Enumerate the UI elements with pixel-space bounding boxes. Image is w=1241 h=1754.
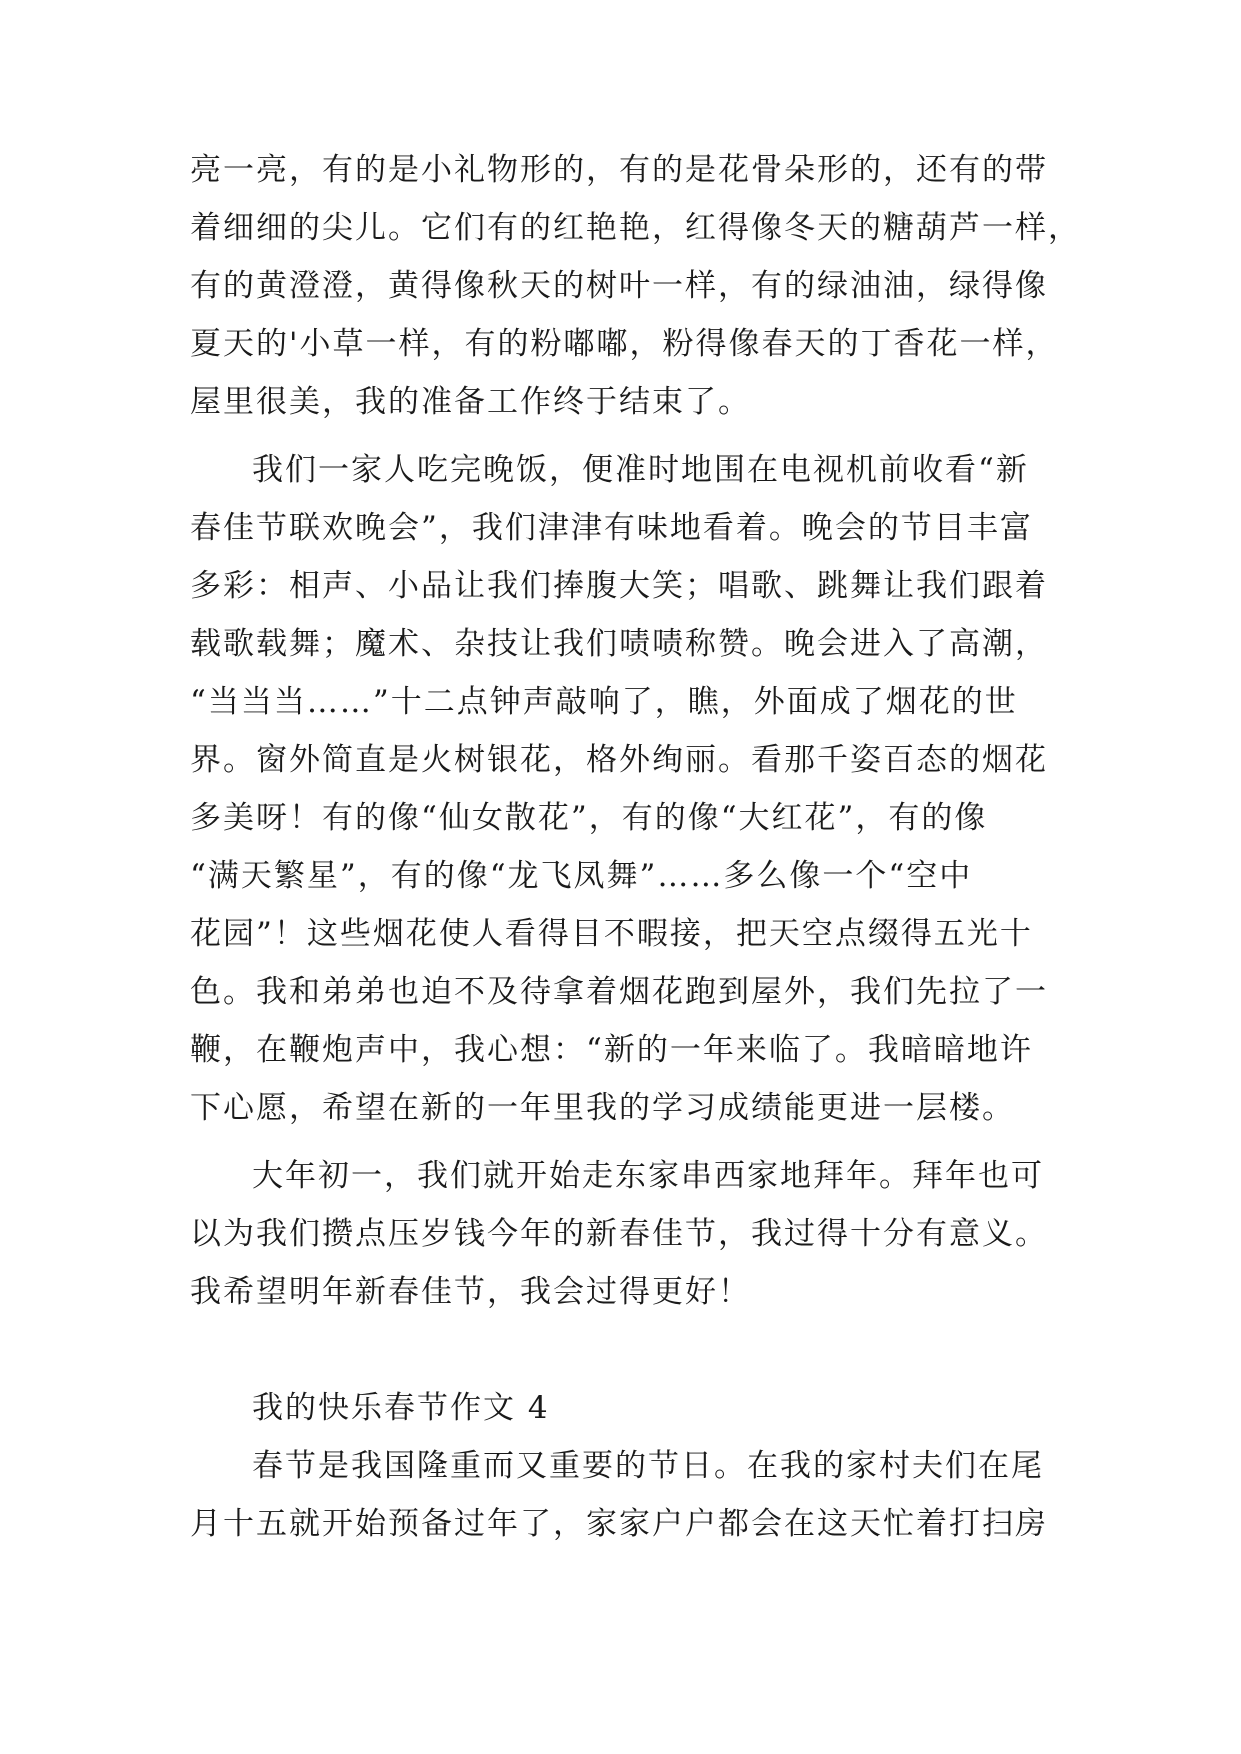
paragraph-line: 夏天的'小草一样，有的粉嘟嘟，粉得像春天的丁香花一样， (190, 326, 1059, 362)
paragraph-line: 屋里很美，我的准备工作终于结束了。 (190, 384, 751, 420)
paragraph-line: 春节是我国隆重而又重要的节日。在我的家村夫们在尾 (252, 1448, 1044, 1484)
paragraph-line: 月十五就开始预备过年了，家家户户都会在这天忙着打扫房 (190, 1506, 1048, 1542)
paragraph-line: 载歌载舞；魔术、杂技让我们啧啧称赞。晚会进入了高潮， (190, 626, 1048, 662)
paragraph-line: 有的黄澄澄，黄得像秋天的树叶一样，有的绿油油，绿得像 (190, 268, 1048, 304)
paragraph-line: 花园”！这些烟花使人看得目不暇接，把天空点缀得五光十 (190, 916, 1033, 952)
paragraph-line: “满天繁星”，有的像“龙飞凤舞”……多么像一个“空中 (190, 858, 973, 894)
paragraph-line: 春佳节联欢晚会”，我们津津有味地看着。晚会的节目丰富 (190, 510, 1033, 546)
paragraph-line: 着细细的尖儿。它们有的红艳艳，红得像冬天的糖葫芦一样， (190, 210, 1081, 246)
paragraph-line: 下心愿，希望在新的一年里我的学习成绩能更进一层楼。 (190, 1090, 1015, 1126)
paragraph-line: 我们一家人吃完晚饭，便准时地围在电视机前收看“新 (252, 452, 1029, 488)
paragraph-line: 鞭，在鞭炮声中，我心想：“新的一年来临了。我暗暗地许 (190, 1032, 1033, 1068)
paragraph-line: 我希望明年新春佳节，我会过得更好！ (190, 1274, 751, 1310)
paragraph-line: “当当当……”十二点钟声敲响了，瞧，外面成了烟花的世 (190, 684, 1018, 720)
paragraph-line: 界。窗外简直是火树银花，格外绚丽。看那千姿百态的烟花 (190, 742, 1048, 778)
paragraph-line: 以为我们攒点压岁钱今年的新春佳节，我过得十分有意义。 (190, 1216, 1048, 1252)
paragraph-line: 多美呀！有的像“仙女散花”，有的像“大红花”，有的像 (190, 800, 988, 836)
paragraph-line: 亮一亮，有的是小礼物形的，有的是花骨朵形的，还有的带 (190, 152, 1048, 188)
paragraph-line: 大年初一，我们就开始走东家串西家地拜年。拜年也可 (252, 1158, 1044, 1194)
section-heading: 我的快乐春节作文 4 (252, 1390, 550, 1426)
paragraph-line: 多彩：相声、小品让我们捧腹大笑；唱歌、跳舞让我们跟着 (190, 568, 1048, 604)
paragraph-line: 色。我和弟弟也迫不及待拿着烟花跑到屋外，我们先拉了一 (190, 974, 1048, 1010)
